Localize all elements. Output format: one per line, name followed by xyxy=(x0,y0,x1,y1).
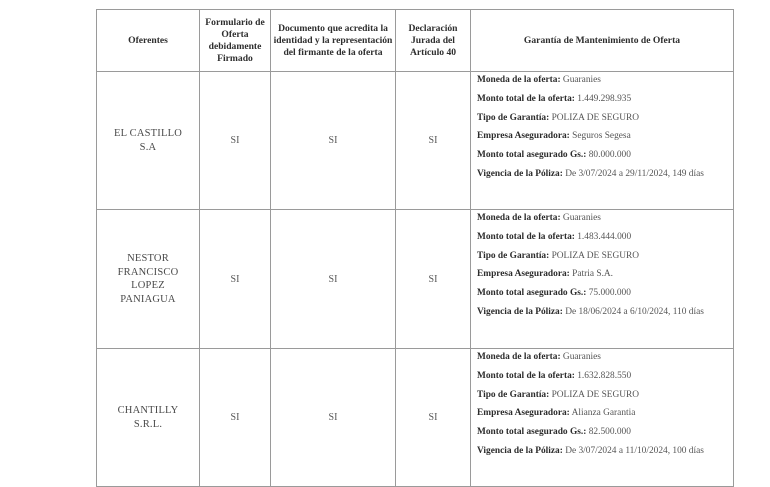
empresa-line: Empresa Aseguradora: Seguros Segesa xyxy=(477,131,631,142)
tipo-garantia-value: POLIZA DE SEGURO xyxy=(551,389,640,400)
monto-total-line: Monto total de la oferta: 1.483.444.000 xyxy=(477,231,632,242)
monto-asegurado-value: 75.000.000 xyxy=(588,288,631,299)
vigencia-value: De 3/07/2024 a 11/10/2024, 100 días xyxy=(565,445,704,456)
tipo-garantia-value: POLIZA DE SEGURO xyxy=(551,112,640,123)
moneda-value: Guaranies xyxy=(562,75,601,85)
monto-asegurado-line: Monto total asegurado Gs.: 82.500.000 xyxy=(477,427,631,438)
tipo-garantia-line: Tipo de Garantía: POLIZA DE SEGURO xyxy=(477,389,640,400)
formulario-cell: SI xyxy=(200,72,271,210)
tipo-garantia-value: POLIZA DE SEGURO xyxy=(551,250,640,261)
table-row xyxy=(97,349,734,487)
header-declaracion: Declaración Jurada del Artículo 40 xyxy=(396,10,471,72)
garantia-cell xyxy=(471,210,734,349)
vigencia-line: Vigencia de la Póliza: De 18/06/2024 a 6/10/2024, 110 días xyxy=(477,306,704,317)
empresa-line: Empresa Aseguradora: Patria S.A. xyxy=(477,269,614,280)
garantia-cell xyxy=(471,72,734,210)
tipo-garantia-line: Tipo de Garantía: POLIZA DE SEGURO xyxy=(477,250,640,261)
documento-cell: SI xyxy=(271,72,396,210)
monto-total-line: Monto total de la oferta: 1.632.828.550 xyxy=(477,370,632,381)
monto-total-value: 1.632.828.550 xyxy=(577,370,632,381)
declaracion-cell: SI xyxy=(396,349,471,487)
monto-total-line: Monto total de la oferta: 1.449.298.935 xyxy=(477,93,632,104)
moneda-line: Moneda de la oferta: Guaranies xyxy=(477,352,601,362)
monto-total-value: 1.449.298.935 xyxy=(577,93,632,104)
oferente-cell xyxy=(97,349,200,487)
vigencia-line: Vigencia de la Póliza: De 3/07/2024 a 11/10/2024, 100 días xyxy=(477,445,704,456)
oferente-name-line: FRANCISCO xyxy=(117,266,179,278)
declaracion-cell: SI xyxy=(396,72,471,210)
oferente-name-line: PANIAGUA xyxy=(120,293,176,305)
monto-asegurado-value: 80.000.000 xyxy=(588,150,631,161)
vigencia-line: Vigencia de la Póliza: De 3/07/2024 a 29/11/2024, 149 días xyxy=(477,168,704,179)
oferente-name-line: NESTOR xyxy=(127,253,169,264)
empresa-line: Empresa Aseguradora: Alianza Garantia xyxy=(477,408,636,419)
oferente-name-line: S.A xyxy=(139,141,157,153)
vigencia-value: De 18/06/2024 a 6/10/2024, 110 días xyxy=(565,306,704,317)
oferente-name-line: EL CASTILLO xyxy=(113,128,182,139)
empresa-value: Patria S.A. xyxy=(572,269,614,280)
table-row xyxy=(97,210,734,349)
header-oferentes: Oferentes xyxy=(97,10,200,72)
vigencia-value: De 3/07/2024 a 29/11/2024, 149 días xyxy=(565,168,704,179)
moneda-value: Guaranies xyxy=(562,352,601,362)
moneda-line: Moneda de la oferta: Guaranies xyxy=(477,75,601,85)
oferente-name-line: S.R.L. xyxy=(133,418,163,430)
monto-asegurado-line: Monto total asegurado Gs.: 75.000.000 xyxy=(477,288,631,299)
oferente-name-line: LOPEZ xyxy=(131,280,165,291)
monto-asegurado-line: Monto total asegurado Gs.: 80.000.000 xyxy=(477,150,631,161)
empresa-value: Seguros Segesa xyxy=(572,131,631,142)
oferente-cell xyxy=(97,72,200,210)
oferente-name-line: CHANTILLY xyxy=(117,405,179,416)
monto-asegurado-value: 82.500.000 xyxy=(588,427,631,438)
documento-cell: SI xyxy=(271,210,396,349)
header-row xyxy=(97,10,734,72)
monto-total-value: 1.483.444.000 xyxy=(577,231,632,242)
declaracion-cell: SI xyxy=(396,210,471,349)
header-garantia: Garantía de Mantenimiento de Oferta xyxy=(471,10,734,72)
moneda-line: Moneda de la oferta: Guaranies xyxy=(477,213,601,223)
moneda-value: Guaranies xyxy=(562,213,601,223)
tipo-garantia-line: Tipo de Garantía: POLIZA DE SEGURO xyxy=(477,112,640,123)
garantia-cell xyxy=(471,349,734,487)
header-documento: Documento que acredita la identidad y la representación del firmante de la oferta xyxy=(271,10,396,72)
header-formulario: Formulario de Oferta debidamente Firmado xyxy=(200,10,271,72)
empresa-value: Alianza Garantia xyxy=(571,408,636,419)
table-row xyxy=(97,72,734,210)
formulario-cell: SI xyxy=(200,210,271,349)
oferente-cell xyxy=(97,210,200,349)
formulario-cell: SI xyxy=(200,349,271,487)
offers-evaluation-table xyxy=(96,9,734,487)
documento-cell: SI xyxy=(271,349,396,487)
